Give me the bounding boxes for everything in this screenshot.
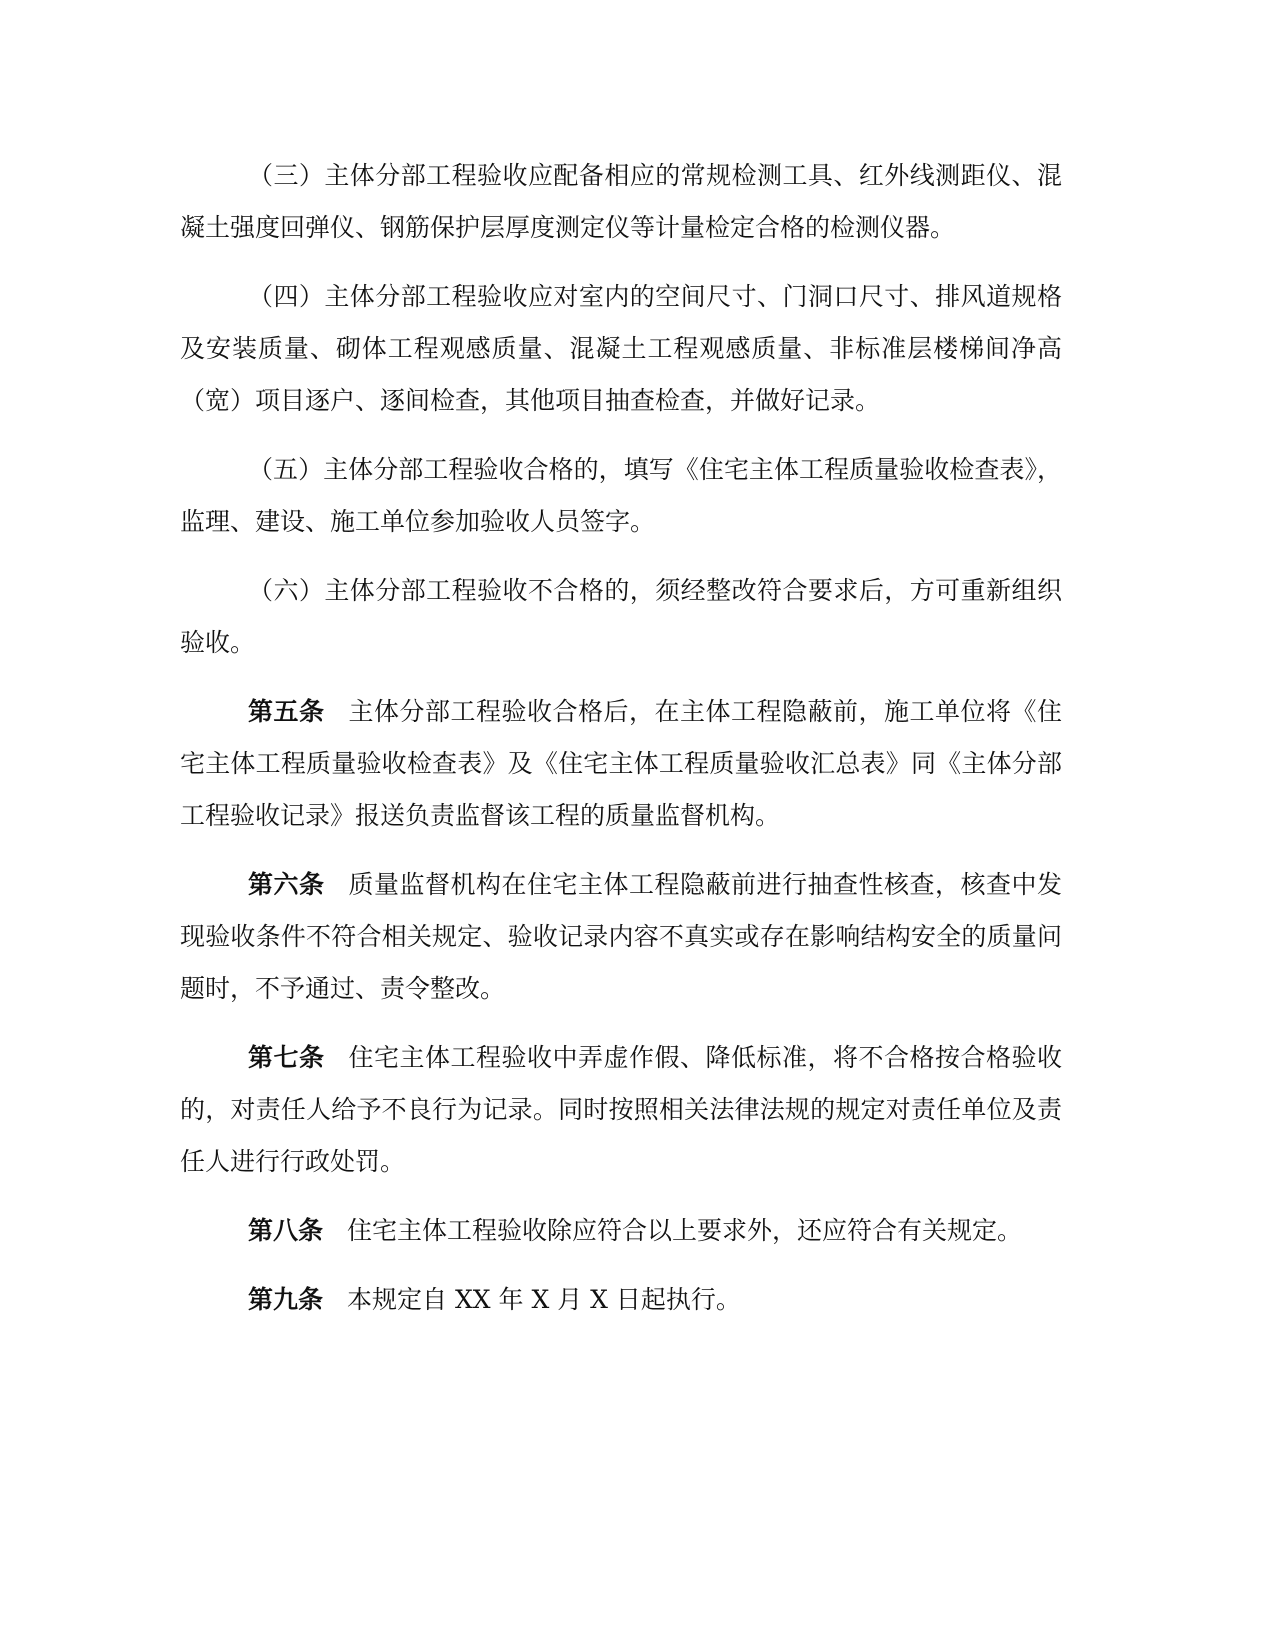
clause-3-paragraph xyxy=(180,150,1062,254)
clause-text: （四）主体分部工程验收应对室内的空间尺寸、门洞口尺寸、排风道规格及安装质量、砌体工程观感质量、混凝土工程观感质量、非标准层楼梯间净高（宽）项目逐户、逐间检查，其他项目抽查检查，并做好记录。 xyxy=(180,282,1062,415)
clause-6-paragraph xyxy=(180,565,1062,669)
clause-text: （六）主体分部工程验收不合格的，须经整改符合要求后，方可重新组织验收。 xyxy=(180,576,1062,657)
article-label: 第五条 xyxy=(248,697,325,726)
article-text: 住宅主体工程验收除应符合以上要求外，还应符合有关规定。 xyxy=(347,1216,1023,1245)
article-5-paragraph xyxy=(180,686,1062,842)
article-label: 第六条 xyxy=(248,870,325,899)
article-6-paragraph xyxy=(180,859,1062,1015)
article-label: 第七条 xyxy=(248,1043,325,1072)
article-9-paragraph xyxy=(180,1274,1062,1326)
clause-text: （五）主体分部工程验收合格的，填写《住宅主体工程质量验收检查表》，监理、建设、施工单位参加验收人员签字。 xyxy=(180,455,1062,536)
clause-5-paragraph xyxy=(180,444,1062,548)
clause-text: （三）主体分部工程验收应配备相应的常规检测工具、红外线测距仪、混凝土强度回弹仪、钢筋保护层厚度测定仪等计量检定合格的检测仪器。 xyxy=(180,161,1062,242)
article-7-paragraph xyxy=(180,1032,1062,1188)
article-8-paragraph xyxy=(180,1205,1062,1257)
clause-4-paragraph xyxy=(180,271,1062,427)
document-page xyxy=(180,150,1062,1343)
article-text: 本规定自 XX 年 X 月 X 日起执行。 xyxy=(347,1285,741,1314)
article-text: 质量监督机构在住宅主体工程隐蔽前进行抽查性核查，核查中发现验收条件不符合相关规定、验收记录内容不真实或存在影响结构安全的质量问题时，不予通过、责令整改。 xyxy=(180,870,1062,1003)
article-text: 主体分部工程验收合格后，在主体工程隐蔽前，施工单位将《住宅主体工程质量验收检查表》及《住宅主体工程质量验收汇总表》同《主体分部工程验收记录》报送负责监督该工程的质量监督机构。 xyxy=(180,697,1062,830)
article-label: 第八条 xyxy=(248,1216,324,1245)
article-text: 住宅主体工程验收中弄虚作假、降低标准，将不合格按合格验收的，对责任人给予不良行为记录。同时按照相关法律法规的规定对责任单位及责任人进行行政处罚。 xyxy=(180,1043,1062,1176)
article-label: 第九条 xyxy=(248,1285,324,1314)
